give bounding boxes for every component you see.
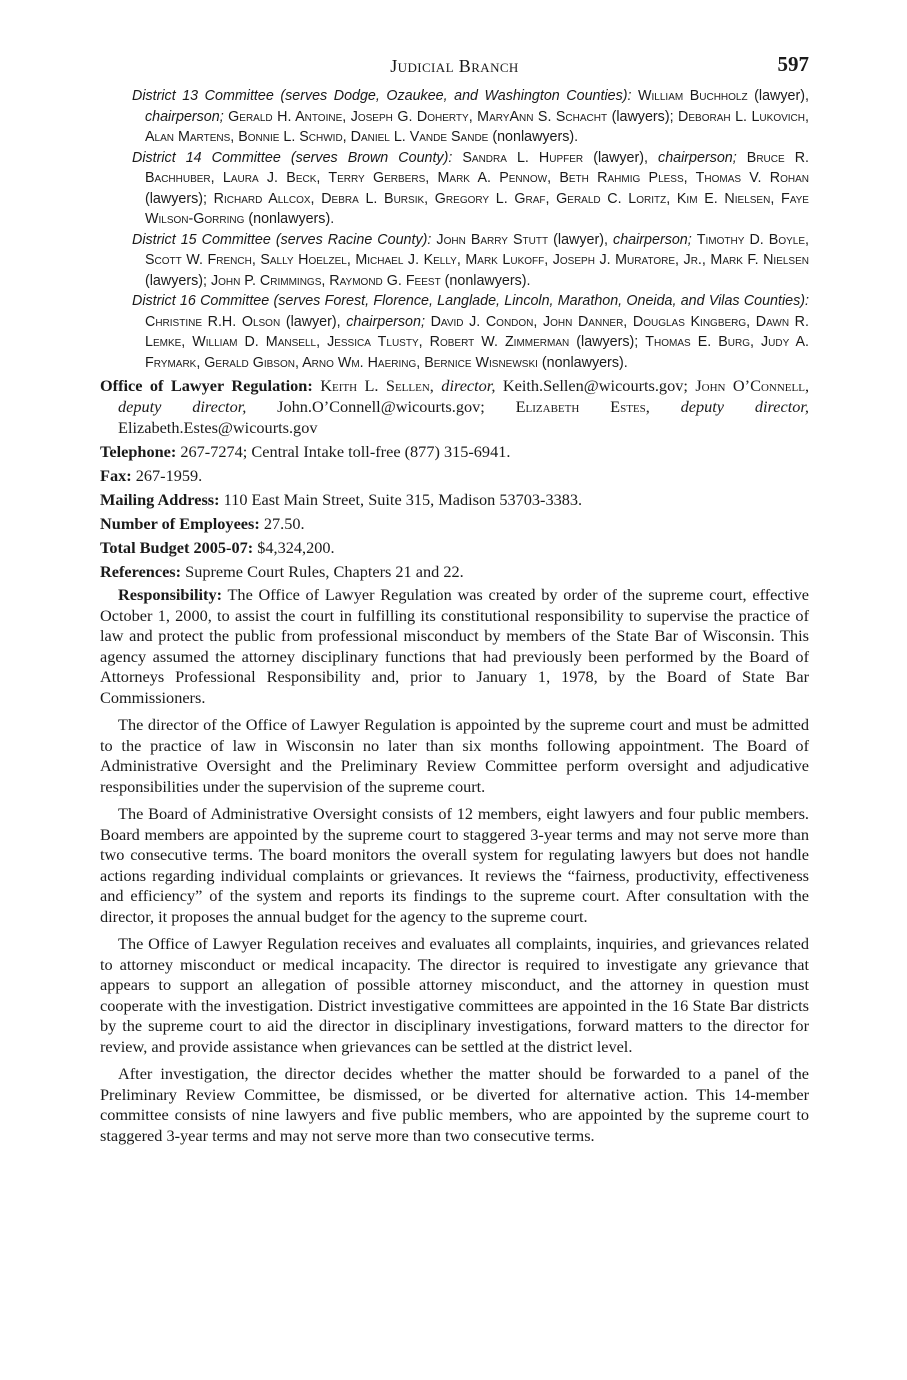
deputy-director-name: John O’Connell,	[695, 376, 810, 395]
deputy-director-email: Elizabeth.Estes@wicourts.gov	[118, 418, 318, 437]
nonlawyers-suffix: (nonlawyers).	[248, 211, 335, 227]
telephone-value: 267-7274; Central Intake toll-free (877) 315-6941.	[180, 442, 511, 461]
employees-label: Number of Employees:	[100, 514, 260, 533]
responsibility-text: The Office of Lawyer Regulation was created by order of the supreme court, effective October 1, 2000, to assist the court in fulfilling its constitutional responsibility to supervise the practice of law and protect the public from professional misconduct by members of the State Bar of Wisconsin. This agency assumed the attorney disciplinary functions that had previously been performed by the Board of Attorneys Professional Responsibility and, prior to January 1, 1978, by the Board of State Bar Commissioners.	[100, 585, 809, 707]
committee-name: District 16 Committee (serves Forest, Florence, Langlade, Lincoln, Marathon, Oneida, and Vilas Counties):	[132, 293, 809, 309]
director-email: Keith.Sellen@wicourts.gov;	[502, 376, 688, 395]
district-16-entry	[132, 291, 809, 373]
chair-name: Sandra L. Hupfer	[462, 149, 584, 166]
committee-name: District 15 Committee (serves Racine County):	[132, 231, 432, 248]
chair-suffix: (lawyer),	[593, 149, 648, 166]
lawyers-suffix: (lawyers);	[145, 190, 207, 207]
chair-role: chairperson;	[658, 149, 737, 166]
lawyer-members: David J. Condon, John Danner, Douglas Kingberg, Dawn R. Lemke, William D. Mansell, Jessica Tlusty, Robert W. Zimmerman	[145, 313, 809, 350]
fax-value: 267-1959.	[135, 466, 203, 485]
office-label: Office of Lawyer Regulation:	[100, 376, 313, 395]
lawyer-members: Bruce R. Bachhuber, Laura J. Beck, Terry Gerbers, Mark A. Pennow, Beth Rahmig Pless, Thomas V. Rohan	[145, 149, 809, 186]
chair-role: chairperson;	[613, 231, 692, 248]
nonlawyers-suffix: (nonlawyers).	[492, 129, 579, 145]
mailing-address-line	[100, 489, 809, 510]
telephone-label: Telephone:	[100, 442, 177, 461]
body-paragraph: The Office of Lawyer Regulation receives and evaluates all complaints, inquiries, and grievances related to attorney misconduct or medical incapacity. The director is required to investigate any grievance that appears to support an allegation of possible attorney misconduct, and the attorney in question must cooperate with the investigation. District investigative committees are appointed in the 16 State Bar districts by the supreme court to aid the director in disciplinary investigations, forward matters to the director for review, and provide assistance when grievances can be settled at the district level.	[100, 934, 809, 1056]
chair-role: chairperson;	[145, 108, 224, 125]
district-15-entry	[132, 230, 809, 292]
chair-suffix: (lawyer),	[754, 88, 809, 104]
lawyers-suffix: (lawyers);	[576, 334, 639, 350]
chair-name: Christine R.H. Olson	[145, 313, 281, 330]
mailing-address-value: 110 East Main Street, Suite 315, Madison 53703-3383.	[223, 490, 583, 509]
lawyer-members: Gerald H. Antoine, Joseph G. Doherty, MaryAnn S. Schacht	[228, 108, 608, 125]
telephone-line	[100, 441, 809, 462]
lawyers-suffix: (lawyers);	[611, 108, 674, 125]
budget-line	[100, 537, 809, 558]
chair-name: William Buchholz	[638, 88, 748, 104]
chair-suffix: (lawyer),	[285, 313, 341, 330]
references-line	[100, 561, 809, 582]
chair-name: John Barry Stutt	[436, 231, 549, 248]
deputy-director-role: deputy director,	[680, 397, 809, 416]
nonlawyer-members: Richard Allcox, Debra L. Bursik, Gregory L. Graf, Gerald C. Loritz, Kim E. Nielsen, Faye Wilson-Gorring	[145, 190, 809, 227]
fax-line	[100, 465, 809, 486]
nonlawyer-members: Thomas E. Burg, Judy A. Frymark, Gerald Gibson, Arno Wm. Haering, Bernice Wisnewski	[145, 334, 809, 371]
director-name: Keith L. Sellen,	[320, 376, 434, 395]
nonlawyers-suffix: (nonlawyers).	[444, 272, 531, 289]
employees-value: 27.50.	[263, 514, 305, 533]
deputy-director-name: Elizabeth Estes,	[515, 397, 650, 416]
lawyers-suffix: (lawyers);	[145, 272, 207, 289]
nonlawyers-suffix: (nonlawyers).	[541, 354, 628, 371]
responsibility-paragraph	[100, 585, 809, 708]
nonlawyer-members: Deborah L. Lukovich, Alan Martens, Bonnie L. Schwid, Daniel L. Vande Sande	[145, 108, 809, 145]
district-13-entry	[132, 86, 809, 148]
deputy-director-email: John.O’Connell@wicourts.gov;	[277, 397, 485, 416]
deputy-director-role: deputy director,	[118, 397, 247, 416]
employees-line	[100, 513, 809, 534]
budget-label: Total Budget 2005-07:	[100, 538, 254, 557]
chair-suffix: (lawyer),	[553, 231, 608, 248]
references-label: References:	[100, 562, 182, 581]
body-paragraph: The Board of Administrative Oversight consists of 12 members, eight lawyers and four public members. Board members are appointed by the supreme court to staggered 3-year terms and may not serve more than two consecutive terms. The board monitors the overall system for regulating lawyers but does not handle actions regarding individual complaints or grievances. It reviews the “fairness, productivity, effectiveness and efficiency” of the system and reports its findings to the supreme court. After consultation with the director, it proposes the annual budget for the agency to the supreme court.	[100, 804, 809, 926]
committee-name: District 14 Committee (serves Brown County):	[132, 149, 453, 166]
mailing-address-label: Mailing Address:	[100, 490, 220, 509]
fax-label: Fax:	[100, 466, 132, 485]
references-value: Supreme Court Rules, Chapters 21 and 22.	[185, 562, 464, 581]
page-number: 597	[777, 52, 809, 76]
lawyer-members: Timothy D. Boyle, Scott W. French, Sally Hoelzel, Michael J. Kelly, Mark Lukoff, Joseph J. Muratore, Jr., Mark F. Nielsen	[145, 231, 809, 268]
body-paragraph: The director of the Office of Lawyer Regulation is appointed by the supreme court and must be admitted to the practice of law in Wisconsin no later than six months following appointment. The Board of Administrative Oversight and the Preliminary Review Committee perform oversight and adjudicative responsibilities under the supervision of the supreme court.	[100, 715, 809, 796]
office-entry	[100, 375, 809, 438]
chair-role: chairperson;	[346, 313, 425, 330]
document-page	[100, 52, 809, 1153]
running-head: Judicial Branch	[390, 56, 519, 76]
district-14-entry	[132, 148, 809, 230]
responsibility-label: Responsibility:	[118, 585, 223, 604]
body-paragraph: After investigation, the director decides whether the matter should be forwarded to a panel of the Preliminary Review Committee, be dismissed, or be diverted for alternative action. This 14-member committee consists of nine lawyers and five public members, who are appointed by the supreme court to staggered 3-year terms and may not serve more than two consecutive terms.	[100, 1064, 809, 1145]
director-role: director,	[441, 376, 496, 395]
nonlawyer-members: John P. Crimmings, Raymond G. Feest	[210, 272, 441, 289]
budget-value: $4,324,200.	[257, 538, 335, 557]
page-header	[100, 52, 809, 86]
committee-name: District 13 Committee (serves Dodge, Ozaukee, and Washington Counties):	[132, 88, 632, 104]
